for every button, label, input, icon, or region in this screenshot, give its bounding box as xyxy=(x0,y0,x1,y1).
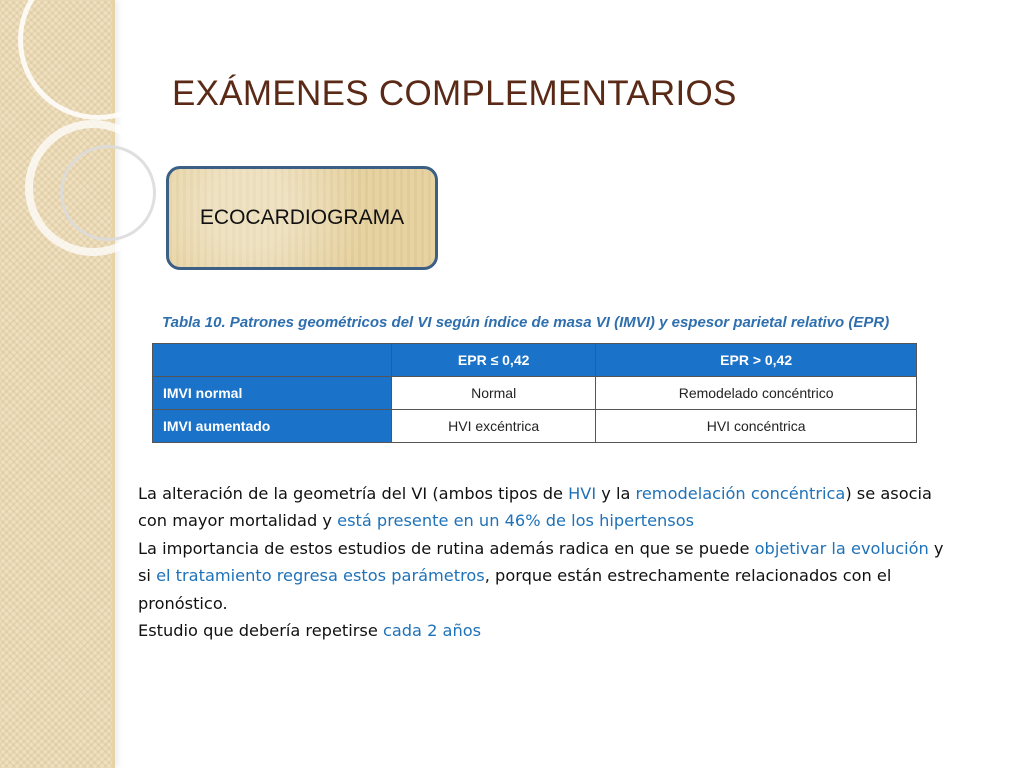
highlight-evolucion: objetivar la evolución xyxy=(754,538,929,558)
table-header-cell: EPR > 0,42 xyxy=(596,344,917,377)
table-row-label: IMVI normal xyxy=(153,377,392,410)
highlight-tratamiento: el tratamiento regresa estos parámetros xyxy=(156,566,485,586)
text-span: y la xyxy=(596,484,636,503)
highlight-prevalence: está presente en un 46% de los hipertensos xyxy=(337,511,695,531)
table-row xyxy=(153,410,917,443)
table-header-cell: EPR ≤ 0,42 xyxy=(392,344,596,377)
decorative-ring xyxy=(18,0,178,120)
paragraph-importance xyxy=(138,535,958,617)
table-caption: Tabla 10. Patrones geométricos del VI según índice de masa VI (IMVI) y espesor parietal relativo (EPR) xyxy=(162,314,890,331)
table-cell: Normal xyxy=(392,377,596,410)
text-span: y si xyxy=(138,538,944,586)
body-text xyxy=(138,480,958,644)
decorative-side-strip xyxy=(0,0,115,768)
table-row xyxy=(153,377,917,410)
highlight-remodelacion: remodelación concéntrica xyxy=(635,484,846,503)
table-header-row xyxy=(153,344,917,377)
ecocardiograma-label: ECOCARDIOGRAMA xyxy=(199,206,405,229)
geometry-table xyxy=(152,343,917,443)
highlight-interval: cada 2 años xyxy=(382,621,482,641)
text-span: ) se asocia con mayor mortalidad y xyxy=(138,484,932,531)
table-cell: HVI excéntrica xyxy=(392,410,596,443)
ecocardiograma-box xyxy=(166,166,438,270)
table-cell: Remodelado concéntrico xyxy=(596,377,917,410)
text-span: Estudio que debería repetirse xyxy=(138,621,383,641)
decorative-ring xyxy=(60,145,156,241)
highlight-hvi: HVI xyxy=(568,484,597,503)
text-span: La alteración de la geometría del VI (ambos tipos de xyxy=(138,484,569,503)
table-row-label: IMVI aumentado xyxy=(153,410,392,443)
text-span: La importancia de estos estudios de rutina además radica en que se puede xyxy=(138,538,755,558)
paragraph-geometry xyxy=(138,480,958,535)
table-header-cell xyxy=(153,344,392,377)
slide-title: EXÁMENES COMPLEMENTARIOS xyxy=(172,74,737,113)
paragraph-repeat xyxy=(138,617,958,644)
table-cell: HVI concéntrica xyxy=(596,410,917,443)
text-span: , porque están estrechamente relacionados con el pronóstico. xyxy=(138,566,892,613)
